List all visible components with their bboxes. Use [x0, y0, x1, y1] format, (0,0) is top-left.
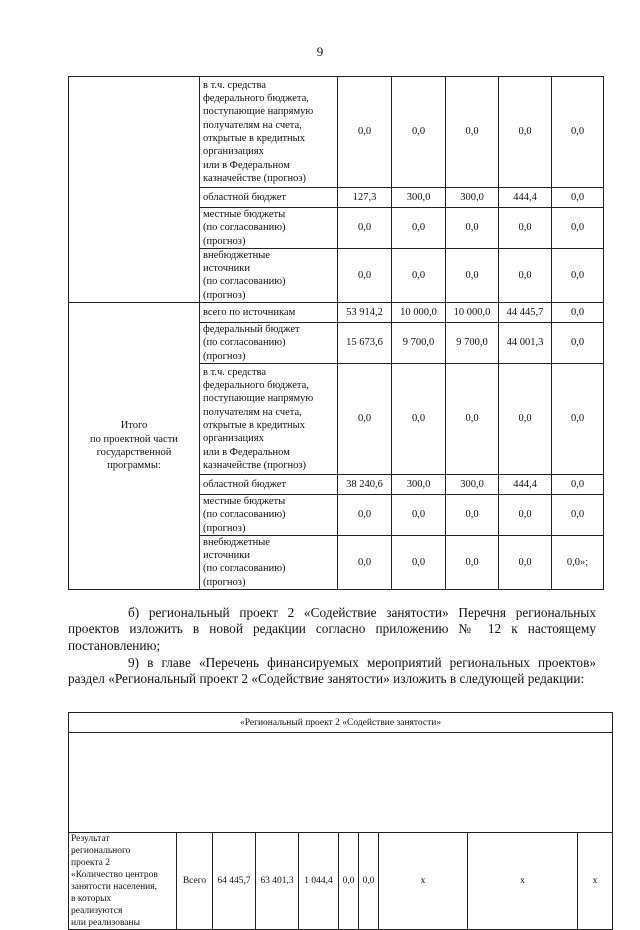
table2-cell: 0,0: [359, 833, 379, 930]
value-cell: 127,3: [338, 188, 392, 208]
value-cell: 0,0: [446, 208, 499, 249]
cell-text: федеральный бюджет: [203, 324, 300, 336]
value-cell: 444,4: [499, 474, 552, 494]
table2-blank-row: [69, 733, 613, 833]
cell-text: внебюджетные: [203, 249, 270, 261]
value-cell: 0,0: [392, 535, 446, 589]
table2-cell: х: [379, 833, 468, 930]
value-cell: 0,0: [499, 363, 552, 474]
value-cell: 300,0: [446, 188, 499, 208]
cell-text: поступающие напрямую: [203, 393, 314, 405]
paragraph-regional-project-2: б) региональный проект 2 «Содействие занятости» Перечня региональных проектов изложить в новой редакции согласно приложению № 12 к настоящему постановлению;: [68, 605, 596, 653]
value-cell: 0,0: [552, 248, 604, 302]
value-cell: 300,0: [392, 474, 446, 494]
result-label: [69, 833, 177, 930]
value-cell: 38 240,6: [338, 474, 392, 494]
value-cell: 0,0: [392, 208, 446, 249]
value-cell: 44 445,7: [499, 303, 552, 323]
cell-text: получателям на счета,: [203, 406, 302, 418]
value-cell: 0,0: [499, 248, 552, 302]
cell-text: занятости населения,: [71, 882, 157, 892]
cell-text: проекта 2: [71, 858, 111, 868]
cell-text: (прогноз): [203, 576, 246, 588]
cell-text: федерального бюджета,: [203, 380, 309, 392]
value-cell: 0,0: [552, 77, 604, 188]
source-label: [200, 248, 338, 302]
value-cell: 0,0: [338, 535, 392, 589]
cell-text: казначействе (прогноз): [203, 459, 307, 471]
value-cell: 0,0: [338, 77, 392, 188]
cell-text: (прогноз): [203, 289, 246, 301]
source-label: [200, 303, 338, 323]
cell-text: открытые в кредитных: [203, 419, 305, 431]
paragraph-item-9: 9) в главе «Перечень финансируемых мероприятий региональных проектов» раздел «Региональный проект 2 «Содействие занятости» изложить в следующей редакции:: [68, 655, 596, 687]
cell-text: регионального: [71, 846, 131, 856]
table-row: [69, 303, 604, 323]
cell-text: по проектной части: [90, 433, 178, 445]
source-label: [200, 188, 338, 208]
value-cell: 0,0: [446, 77, 499, 188]
source-label: [200, 474, 338, 494]
value-cell: 0,0: [338, 494, 392, 535]
cell-text: или в Федеральном: [203, 446, 290, 458]
table2-cell: х: [578, 833, 613, 930]
value-cell: 10 000,0: [392, 303, 446, 323]
table-row: [69, 77, 604, 188]
table2-cell: 63 401,3: [256, 833, 299, 930]
table2-cell: 1 044,4: [299, 833, 339, 930]
value-cell: 15 673,6: [338, 323, 392, 364]
cell-text: местные бюджеты: [203, 495, 286, 507]
table2-cell: х: [468, 833, 578, 930]
table2-spacer-row: [69, 733, 613, 833]
value-cell: 53 914,2: [338, 303, 392, 323]
cell-text: (по согласованию): [203, 509, 286, 521]
source-label: [200, 535, 338, 589]
cell-text: Результат: [71, 834, 110, 844]
cell-text: источники: [203, 550, 250, 562]
source-label: [200, 77, 338, 188]
cell-text: (по согласованию): [203, 337, 286, 349]
table2-header-row: [69, 713, 613, 733]
value-cell: 0,0: [499, 494, 552, 535]
value-cell: 0,0: [338, 248, 392, 302]
value-cell: 0,0: [446, 535, 499, 589]
value-cell: 300,0: [392, 188, 446, 208]
cell-text: в которых: [71, 894, 112, 904]
cell-text: (прогноз): [203, 235, 246, 247]
cell-text: (прогноз): [203, 522, 246, 534]
value-cell: 0,0: [392, 77, 446, 188]
cell-text: открытые в кредитных: [203, 133, 305, 144]
source-label: [200, 494, 338, 535]
cell-text: федерального бюджета,: [203, 93, 309, 105]
cell-text: или реализованы: [71, 918, 140, 928]
cell-text: областной бюджет: [203, 191, 286, 203]
table2-cell: Всего: [177, 833, 213, 930]
cell-text: организациях: [203, 146, 264, 158]
value-cell: 0,0: [552, 494, 604, 535]
value-cell: 0,0: [552, 323, 604, 364]
value-cell: 9 700,0: [446, 323, 499, 364]
value-cell: 0,0: [446, 494, 499, 535]
value-cell: 0,0: [392, 248, 446, 302]
cell-text: организациях: [203, 433, 264, 445]
value-cell: 10 000,0: [446, 303, 499, 323]
value-cell: 0,0: [499, 77, 552, 188]
cell-text: программы:: [107, 460, 161, 472]
value-cell: 0,0: [338, 208, 392, 249]
table2-cell: 0,0: [339, 833, 359, 930]
cell-text: или в Федеральном: [203, 159, 290, 171]
value-cell: 0,0: [392, 494, 446, 535]
source-label: [200, 323, 338, 364]
financing-table: [68, 76, 604, 590]
value-cell: 0,0: [552, 208, 604, 249]
value-cell: 0,0: [552, 363, 604, 474]
regional-project-table: [68, 712, 613, 930]
value-cell: 0,0: [499, 208, 552, 249]
cell-text: реализуются: [71, 906, 123, 916]
value-cell: 0,0: [392, 363, 446, 474]
total-group-label: [69, 303, 200, 590]
table2-cell: 64 445,7: [213, 833, 256, 930]
cell-text: (по согласованию): [203, 563, 286, 575]
cell-text: областной бюджет: [203, 478, 286, 490]
cell-text: в т.ч. средства: [203, 79, 267, 91]
cell-text: местные бюджеты: [203, 209, 286, 220]
value-cell: 0,0: [552, 188, 604, 208]
cell-text: получателям на счета,: [203, 119, 302, 131]
group-cell-empty: [69, 77, 200, 303]
value-cell: 0,0: [552, 303, 604, 323]
cell-text: казначействе (прогноз): [203, 172, 307, 184]
source-label: [200, 363, 338, 474]
cell-text: источники: [203, 263, 250, 275]
value-cell: 300,0: [446, 474, 499, 494]
cell-text: государственной: [96, 447, 172, 459]
cell-text: (по согласованию): [203, 222, 286, 234]
table2-data-row: [69, 833, 613, 930]
value-cell: 0,0: [338, 363, 392, 474]
cell-text: внебюджетные: [203, 536, 270, 548]
value-cell: 0,0: [552, 474, 604, 494]
value-cell: 0,0: [446, 248, 499, 302]
cell-text: всего по источникам: [203, 306, 296, 318]
cell-text: «Количество центров: [71, 870, 158, 880]
value-cell: 0,0»;: [552, 535, 604, 589]
cell-text: Итого: [120, 420, 148, 432]
value-cell: 0,0: [446, 363, 499, 474]
cell-text: поступающие напрямую: [203, 106, 314, 118]
value-cell: 9 700,0: [392, 323, 446, 364]
source-label: [200, 208, 338, 249]
cell-text: (прогноз): [203, 350, 246, 362]
table2-title: «Региональный проект 2 «Содействие занятости»: [69, 713, 613, 733]
cell-text: (по согласованию): [203, 276, 286, 288]
value-cell: 444,4: [499, 188, 552, 208]
value-cell: 0,0: [499, 535, 552, 589]
cell-text: в т.ч. средства: [203, 366, 267, 378]
page-number: 9: [316, 44, 324, 59]
value-cell: 44 001,3: [499, 323, 552, 364]
